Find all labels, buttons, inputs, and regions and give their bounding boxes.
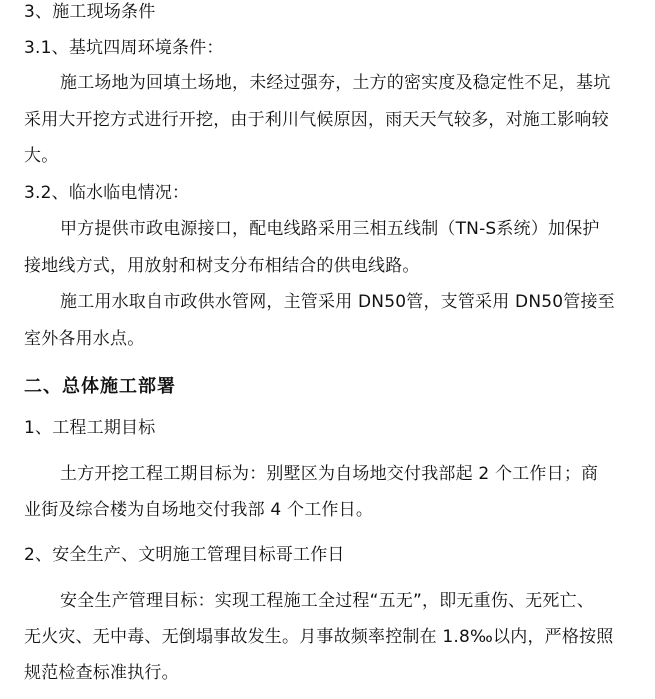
- subheading-schedule-target: 1、工程工期目标: [24, 418, 156, 438]
- paragraph-line: 采用大开挖方式进行开挖，由于利川气候原因，雨天天气较多，对施工影响较: [24, 110, 609, 130]
- paragraph-line: 施工用水取自市政供水管网，主管采用 DN50管，支管采用 DN50管接至: [60, 292, 615, 312]
- section-3-heading: 3、施工现场条件: [24, 2, 156, 22]
- paragraph-line: 大。: [24, 146, 59, 166]
- paragraph-line: 接地线方式，用放射和树支分布相结合的供电线路。: [24, 256, 420, 276]
- paragraph-line: 土方开挖工程工期目标为：别墅区为自场地交付我部起 2 个工作日；商: [60, 464, 599, 484]
- paragraph-line: 施工场地为回填土场地，未经过强夯，土方的密实度及稳定性不足，基坑: [60, 73, 611, 93]
- paragraph-line: 安全生产管理目标：实现工程施工全过程“五无”，即无重伤、无死亡、: [60, 591, 595, 611]
- section-3-1-heading: 3.1、基坑四周环境条件：: [24, 38, 224, 58]
- paragraph-line: 甲方提供市政电源接口，配电线路采用三相五线制（TN-S系统）加保护: [60, 219, 600, 239]
- paragraph-line: 无火灾、无中毒、无倒塌事故发生。月事故频率控制在 1.8‰以内，严格按照: [24, 627, 614, 647]
- part-2-heading: 二、总体施工部署: [24, 376, 176, 397]
- paragraph-line: 业街及综合楼为自场地交付我部 4 个工作日。: [24, 500, 374, 520]
- paragraph-line: 室外各用水点。: [24, 329, 145, 349]
- subheading-safety-target: 2、安全生产、文明施工管理目标哥工作日: [24, 545, 345, 565]
- section-3-2-heading: 3.2、临水临电情况：: [24, 183, 190, 203]
- paragraph-line: 规范检查标准执行。: [24, 663, 179, 683]
